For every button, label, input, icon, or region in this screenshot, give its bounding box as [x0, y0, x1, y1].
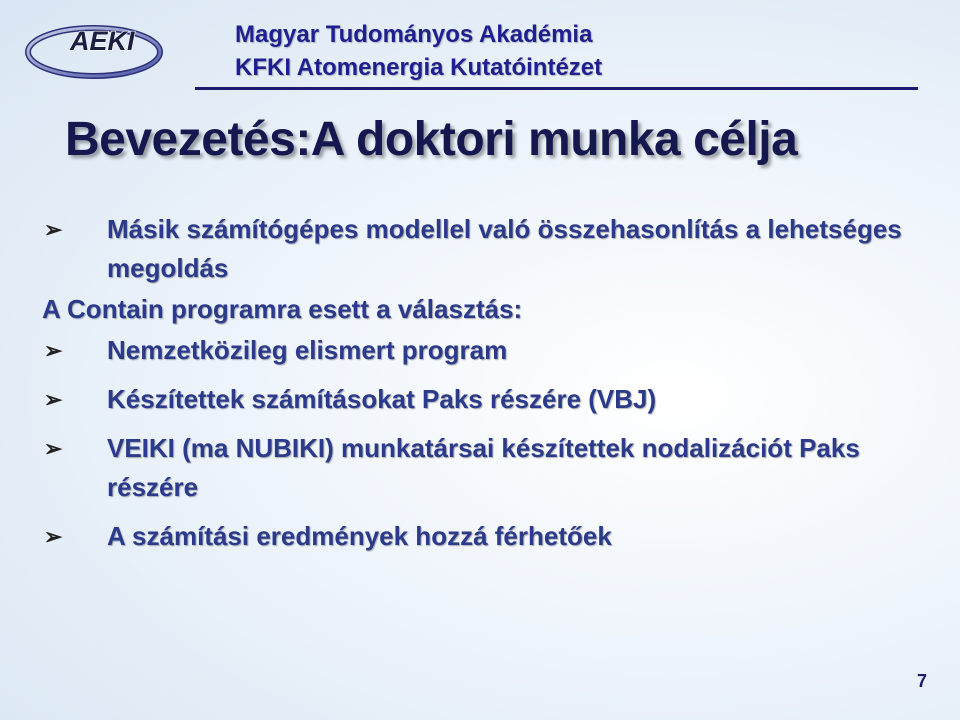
page-number: 7 — [916, 671, 927, 691]
slide-title: Bevezetés:A doktori munka célja — [65, 113, 798, 166]
arrow-bullet-icon: ➢ — [44, 217, 63, 242]
arrow-bullet-icon: ➢ — [44, 338, 63, 363]
aeki-logo — [22, 12, 192, 84]
item-text: A Contain programra esett a választás: — [42, 294, 523, 324]
list-item — [42, 517, 932, 556]
slide-content — [42, 210, 932, 556]
list-item — [42, 331, 932, 370]
organization-header — [235, 18, 602, 84]
org-line-1: Magyar Tudományos Akadémia — [235, 21, 593, 48]
arrow-bullet-icon: ➢ — [44, 524, 63, 549]
list-item — [42, 429, 932, 507]
item-text: VEIKI (ma NUBIKI) munkatársai készítettek nodalizációt Paks részére — [107, 433, 860, 502]
arrow-bullet-icon: ➢ — [44, 387, 63, 412]
header-divider — [195, 87, 918, 90]
item-text: A számítási eredmények hozzá férhetőek — [107, 521, 612, 551]
list-subheading — [42, 290, 932, 329]
item-text: Nemzetközileg elismert program — [107, 335, 508, 365]
item-text: Készítettek számításokat Paks részére (VBJ) — [107, 384, 657, 414]
logo-text: AEKI — [70, 26, 135, 56]
item-text: Másik számítógépes modellel való összehasonlítás a lehetséges megoldás — [107, 214, 902, 283]
list-item — [42, 210, 932, 288]
list-item — [42, 380, 932, 419]
org-line-2: KFKI Atomenergia Kutatóintézet — [235, 54, 603, 81]
arrow-bullet-icon: ➢ — [44, 436, 63, 461]
